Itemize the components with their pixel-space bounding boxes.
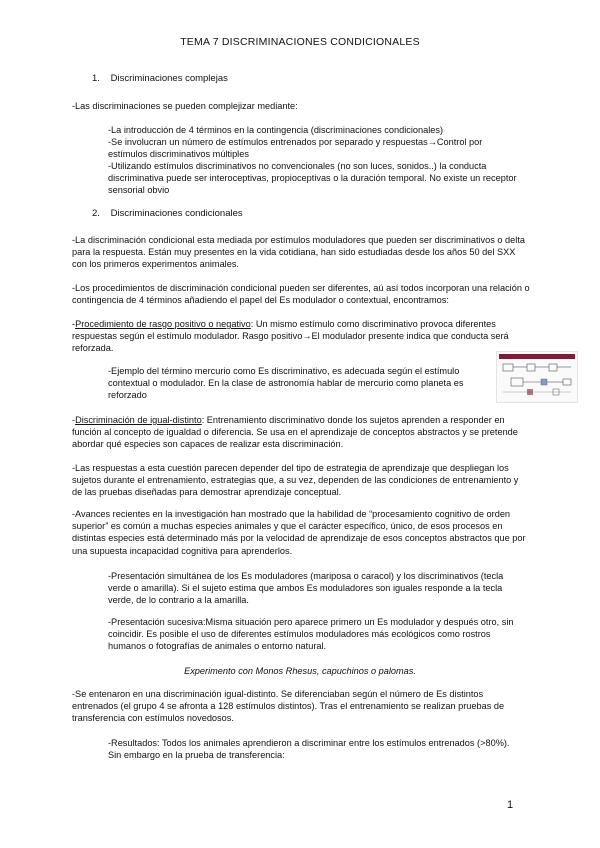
paragraph-rest: : Entrenamiento discriminativo donde los sujetos aprenden a responder en función al concepto de igualdad o diferencia. Se usa en el aprendizaje de conceptos abstractos y se pretende abordar qué especies son capaces de realizar esta discriminación. — [72, 415, 518, 450]
document-title: TEMA 7 DISCRIMINACIONES CONDICIONALES — [180, 36, 420, 48]
section-label: Discriminaciones complejas — [110, 73, 228, 84]
diagram-graphic — [497, 352, 577, 402]
paragraph: -Las respuestas a esta cuestión parecen depender del tipo de estrategia de aprendizaje que despliegan los sujetos durante el entrenamiento, estrategias que, a su vez, dependen de las condiciones de entrenamiento y de las pruebas diseñadas para demostrar aprendizaje conceptual. — [72, 463, 519, 498]
indented-paragraph: -Presentación sucesiva:Misma situación pero aparece primero un Es modulador y después otro, sin coincidir. Es posible el uso de diferentes estímulos moduladores más ecológicos como rostros humanos o fotografías de animales o entorno natural. — [108, 617, 514, 652]
paragraph: -La discriminación condicional esta mediada por estímulos moduladores que pueden ser discriminativos o delta para la respuesta. Están muy presentes en la vida cotidiana, han sido estudiadas desde los años 50 del SXX con los primeros experimentos animales. — [72, 235, 525, 270]
paragraph-procedure — [72, 318, 530, 355]
paragraph: -Los procedimientos de discriminación condicional pueden ser diferentes, aú así todos incorporan una relación o contingencia de 4 términos añadiendo el papel del Es modulador o contextual, encontramos: — [72, 283, 530, 306]
indented-paragraph: -Resultados: Todos los animales aprendieron a discriminar entre los estímulos entrenados (>80%). Sin embargo en la prueba de transferencia: — [108, 738, 510, 761]
section-number: 2. — [92, 208, 100, 219]
section-label: Discriminaciones condicionales — [110, 208, 243, 219]
prefix: - — [72, 319, 76, 329]
term-underlined: Procedimiento de rasgo positivo o negativo — [75, 319, 251, 329]
term-underlined: Discriminación de igual-distinto — [75, 415, 202, 425]
paragraph: -Avances recientes en la investigación han mostrado que la habilidad de “procesamiento cognitivo de orden superior” es común a muchas especies animales y que el carácter específico, único, de esos procesos en distintas especies está determinado más por la velocidad de aprendizaje de esos conceptos abstractos que por una supuesta incapacidad cognitiva para aprenderlos. — [72, 509, 526, 556]
figure-header-bar — [499, 354, 575, 359]
example-paragraph: -Ejemplo del término mercurio como Es discriminativo, es adecuada según el estímulo contextual o modulador. En la clase de astronomía hablar de mercurio como planeta es reforzado — [108, 366, 464, 401]
paragraph-rest: : Un mismo estímulo como discriminativo provoca diferentes respuestas según el estímulo modulador. Rasgo positivo→El modulador presente indica que conducta será reforzada. — [72, 319, 509, 354]
prefix: - — [72, 415, 76, 425]
section-number: 1. — [92, 73, 100, 84]
paragraph-intro: -Las discriminaciones se pueden complejizar mediante: — [72, 101, 298, 111]
paragraph-igual-distinto — [72, 414, 530, 451]
bullet-item: -Utilizando estímulos discriminativos no convencionales (no son luces, sonidos..) la conducta discriminativa puede ser interoceptivas, propioceptivas o la duración temporal. No existe un receptor sensorial obvio — [108, 161, 517, 196]
paragraph: -Se entenaron en una discriminación igual-distinto. Se diferenciaban según el número de Es distintos entrenados (el grupo 4 se afronta a 128 estímulos distintos). Tras el entrenamiento se realizan pruebas de transferencia con estímulos novedosos. — [72, 689, 505, 724]
experiment-heading: Experimento con Monos Rhesus, capuchinos o palomas. — [184, 666, 416, 676]
bullet-item: -La introducción de 4 términos en la contingencia (discriminaciones condicionales) — [108, 125, 444, 135]
bullet-item: -Se involucran un número de estímulos entrenados por separado y respuestas→Control por estímulos discriminativos múltiples — [108, 137, 483, 160]
page-number: 1 — [507, 799, 514, 811]
section-heading-2 — [92, 208, 243, 220]
section-heading-1 — [92, 73, 228, 85]
indented-paragraph: -Presentación simultánea de los Es moduladores (mariposa o caracol) y los discriminativos (tecla verde o amarilla). Si el sujeto estima que ambos Es moduladores son iguales responde a la tecla verde, de lo contrario a la amarilla. — [108, 571, 504, 606]
procedure-diagram-figure — [496, 351, 578, 403]
